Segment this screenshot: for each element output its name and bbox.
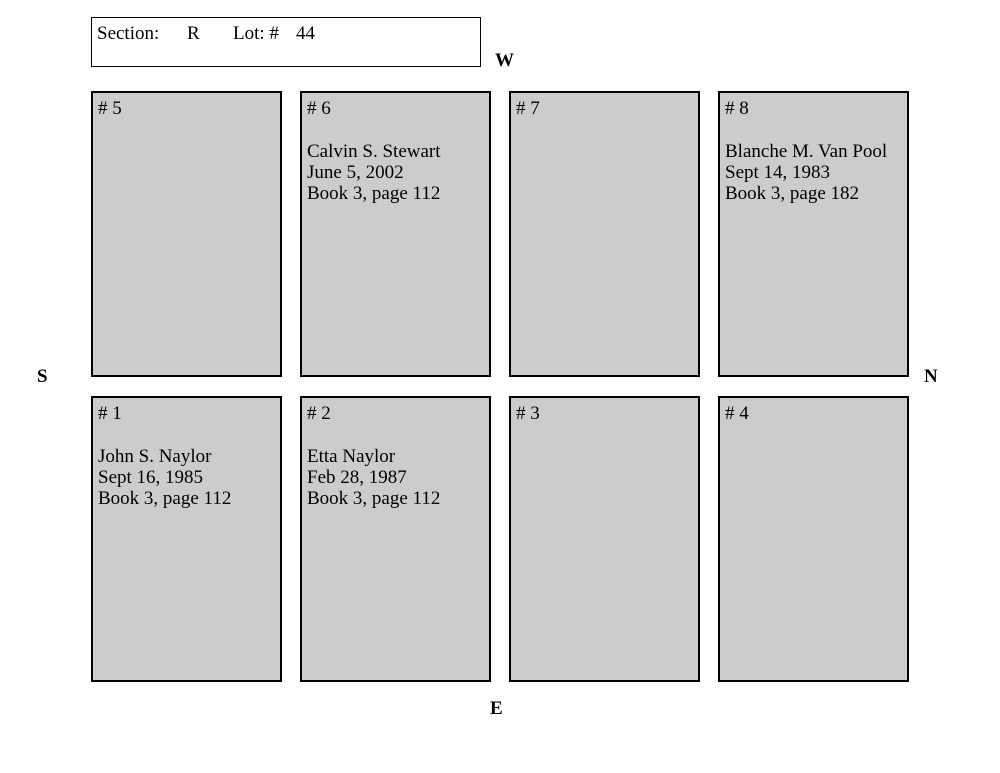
burial-record [98, 446, 231, 509]
plot-1 [91, 396, 282, 682]
burial-book-reference: Book 3, page 112 [98, 488, 232, 509]
plot-number: # 1 [98, 403, 122, 424]
burial-name: Etta Naylor [307, 446, 396, 467]
burial-name: Blanche M. Van Pool [725, 141, 888, 162]
plot-2 [300, 396, 491, 682]
plot-number: # 5 [98, 98, 122, 119]
plot-6 [300, 91, 491, 377]
section-label: Section: [97, 23, 160, 44]
plot-number: # 6 [307, 98, 331, 119]
burial-date: Sept 16, 1985 [98, 467, 204, 488]
plot-8 [718, 91, 909, 377]
plot-3 [509, 396, 700, 682]
direction-north: N [924, 366, 938, 387]
burial-name: Calvin S. Stewart [307, 141, 441, 162]
burial-record [307, 141, 441, 204]
plot-4 [718, 396, 909, 682]
section-lot-header [91, 17, 481, 67]
plot-number: # 8 [725, 98, 749, 119]
burial-record [725, 141, 887, 204]
plot-number: # 3 [516, 403, 540, 424]
burial-date: Sept 14, 1983 [725, 162, 831, 183]
burial-book-reference: Book 3, page 112 [307, 183, 441, 204]
section-value: R [187, 23, 200, 44]
direction-south: S [37, 366, 48, 387]
plot-number: # 4 [725, 403, 749, 424]
plot-number: # 2 [307, 403, 331, 424]
burial-book-reference: Book 3, page 112 [307, 488, 441, 509]
direction-west: W [495, 50, 514, 71]
plot-number: # 7 [516, 98, 540, 119]
burial-book-reference: Book 3, page 182 [725, 183, 860, 204]
burial-name: John S. Naylor [98, 446, 212, 467]
burial-date: Feb 28, 1987 [307, 467, 407, 488]
burial-record [307, 446, 440, 509]
plot-7 [509, 91, 700, 377]
lot-label: Lot: # [233, 23, 279, 44]
direction-east: E [490, 698, 503, 719]
plot-5 [91, 91, 282, 377]
burial-date: June 5, 2002 [307, 162, 404, 183]
lot-value: 44 [296, 23, 315, 44]
